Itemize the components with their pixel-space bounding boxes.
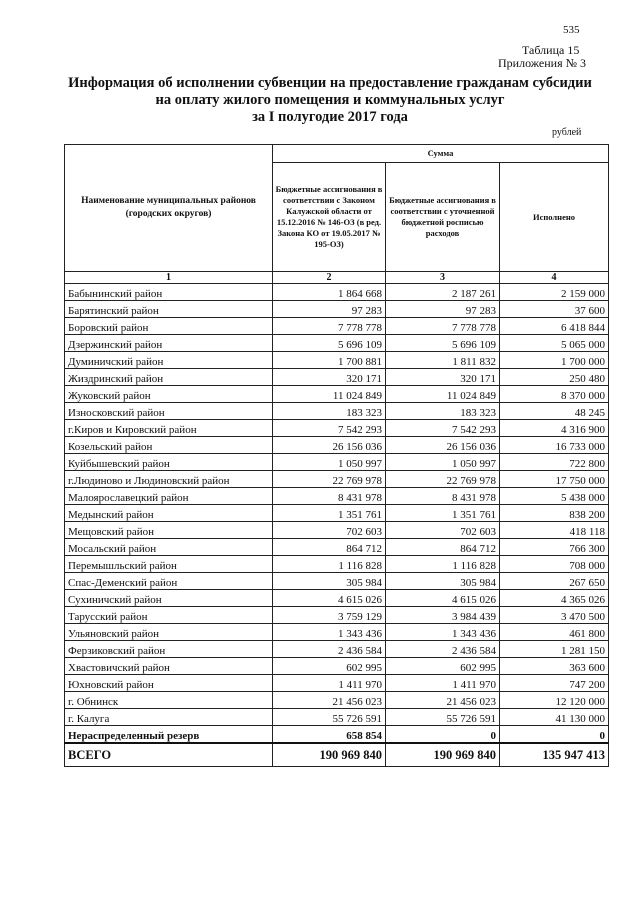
executed: 12 120 000 bbox=[500, 692, 609, 709]
budget-law: 22 769 978 bbox=[273, 471, 386, 488]
district-name: г.Людиново и Людиновский район bbox=[65, 471, 273, 488]
table-row bbox=[65, 301, 609, 318]
budget-law: 3 759 129 bbox=[273, 607, 386, 624]
executed: 722 800 bbox=[500, 454, 609, 471]
budget-refined: 1 343 436 bbox=[386, 624, 500, 641]
budget-refined: 864 712 bbox=[386, 539, 500, 556]
budget-law: 55 726 591 bbox=[273, 709, 386, 726]
executed: 1 700 000 bbox=[500, 352, 609, 369]
budget-refined: 1 811 832 bbox=[386, 352, 500, 369]
table-row bbox=[65, 318, 609, 335]
district-name: г. Калуга bbox=[65, 709, 273, 726]
table-row bbox=[65, 352, 609, 369]
budget-law: 1 411 970 bbox=[273, 675, 386, 692]
executed: 3 470 500 bbox=[500, 607, 609, 624]
header-sum: Сумма bbox=[273, 145, 609, 163]
budget-refined: 4 615 026 bbox=[386, 590, 500, 607]
appendix-label: Приложения № 3 bbox=[498, 56, 587, 70]
budget-refined: 305 984 bbox=[386, 573, 500, 590]
district-name: Бабынинский район bbox=[65, 284, 273, 301]
district-name: Сухиничский район bbox=[65, 590, 273, 607]
document-title bbox=[60, 75, 600, 126]
reserve-row bbox=[65, 726, 609, 744]
budget-refined: 2 436 584 bbox=[386, 641, 500, 658]
budget-refined: 702 603 bbox=[386, 522, 500, 539]
executed: 747 200 bbox=[500, 675, 609, 692]
table-row bbox=[65, 641, 609, 658]
budget-law: 602 995 bbox=[273, 658, 386, 675]
budget-law: 7 778 778 bbox=[273, 318, 386, 335]
executed: 5 438 000 bbox=[500, 488, 609, 505]
budget-refined: 5 696 109 bbox=[386, 335, 500, 352]
unit-label: рублей bbox=[552, 127, 582, 138]
header-col3: Бюджетные ассигнования в соответствии с уточненной бюджетной росписью расходов bbox=[386, 163, 500, 272]
executed: 2 159 000 bbox=[500, 284, 609, 301]
table-row bbox=[65, 607, 609, 624]
budget-law: 5 696 109 bbox=[273, 335, 386, 352]
budget-law: 702 603 bbox=[273, 522, 386, 539]
district-name: Думиничский район bbox=[65, 352, 273, 369]
budget-law: 1 050 997 bbox=[273, 454, 386, 471]
budget-refined: 22 769 978 bbox=[386, 471, 500, 488]
budget-refined: 8 431 978 bbox=[386, 488, 500, 505]
budget-law: 1 351 761 bbox=[273, 505, 386, 522]
subvention-table bbox=[64, 144, 609, 767]
district-name: Мещовский район bbox=[65, 522, 273, 539]
executed: 267 650 bbox=[500, 573, 609, 590]
budget-law: 8 431 978 bbox=[273, 488, 386, 505]
district-name: Мосальский район bbox=[65, 539, 273, 556]
district-name: Боровский район bbox=[65, 318, 273, 335]
table-row bbox=[65, 573, 609, 590]
district-name: Перемышльский район bbox=[65, 556, 273, 573]
budget-refined: 1 050 997 bbox=[386, 454, 500, 471]
district-name: Медынский район bbox=[65, 505, 273, 522]
executed: 838 200 bbox=[500, 505, 609, 522]
budget-refined: 7 778 778 bbox=[386, 318, 500, 335]
executed: 16 733 000 bbox=[500, 437, 609, 454]
executed: 5 065 000 bbox=[500, 335, 609, 352]
column-number: 2 bbox=[273, 272, 386, 284]
total-budget-law: 190 969 840 bbox=[273, 743, 386, 767]
district-name: Дзержинский район bbox=[65, 335, 273, 352]
table-row bbox=[65, 335, 609, 352]
executed: 4 365 026 bbox=[500, 590, 609, 607]
budget-law: 864 712 bbox=[273, 539, 386, 556]
budget-law: 4 615 026 bbox=[273, 590, 386, 607]
table-row bbox=[65, 522, 609, 539]
page-number: 535 bbox=[563, 24, 580, 36]
district-name: г.Киров и Кировский район bbox=[65, 420, 273, 437]
district-name: г. Обнинск bbox=[65, 692, 273, 709]
executed: 17 750 000 bbox=[500, 471, 609, 488]
budget-refined: 11 024 849 bbox=[386, 386, 500, 403]
title-line: за I полугодие 2017 года bbox=[252, 109, 408, 125]
budget-refined: 320 171 bbox=[386, 369, 500, 386]
table-row bbox=[65, 692, 609, 709]
budget-law: 320 171 bbox=[273, 369, 386, 386]
table-row bbox=[65, 471, 609, 488]
district-name: Барятинский район bbox=[65, 301, 273, 318]
table-row bbox=[65, 488, 609, 505]
table-row bbox=[65, 709, 609, 726]
executed: 708 000 bbox=[500, 556, 609, 573]
budget-refined: 7 542 293 bbox=[386, 420, 500, 437]
district-name: Жуковский район bbox=[65, 386, 273, 403]
budget-law: 1 343 436 bbox=[273, 624, 386, 641]
table-label: Таблица 15 bbox=[522, 43, 580, 57]
budget-refined: 21 456 023 bbox=[386, 692, 500, 709]
executed: 8 370 000 bbox=[500, 386, 609, 403]
header-col2: Бюджетные ассигнования в соответствии с Законом Калужской области от 15.12.2016 № 146-ОЗ (в ред. Закона КО от 19.05.2017 № 195-ОЗ) bbox=[273, 163, 386, 272]
table-row bbox=[65, 386, 609, 403]
header-name: Наименование муниципальных районов (городских округов) bbox=[65, 145, 273, 272]
executed: 37 600 bbox=[500, 301, 609, 318]
district-name: Куйбышевский район bbox=[65, 454, 273, 471]
budget-refined: 55 726 591 bbox=[386, 709, 500, 726]
district-name: Хвастовичский район bbox=[65, 658, 273, 675]
table-row bbox=[65, 284, 609, 301]
district-name: Малоярославецкий район bbox=[65, 488, 273, 505]
title-line: Информация об исполнении субвенции на предоставление гражданам субсидии bbox=[68, 75, 592, 91]
executed: 48 245 bbox=[500, 403, 609, 420]
executed: 418 118 bbox=[500, 522, 609, 539]
table-row bbox=[65, 505, 609, 522]
budget-refined: 1 116 828 bbox=[386, 556, 500, 573]
column-number: 1 bbox=[65, 272, 273, 284]
total-row bbox=[65, 743, 609, 767]
total-name: ВСЕГО bbox=[65, 743, 273, 767]
executed: 6 418 844 bbox=[500, 318, 609, 335]
executed: 766 300 bbox=[500, 539, 609, 556]
table-row bbox=[65, 590, 609, 607]
table-row bbox=[65, 369, 609, 386]
table-row bbox=[65, 403, 609, 420]
budget-law: 26 156 036 bbox=[273, 437, 386, 454]
budget-refined: 1 351 761 bbox=[386, 505, 500, 522]
title-line: на оплату жилого помещения и коммунальных услуг bbox=[155, 92, 505, 108]
budget-law: 2 436 584 bbox=[273, 641, 386, 658]
column-number: 3 bbox=[386, 272, 500, 284]
district-name: Жиздринский район bbox=[65, 369, 273, 386]
total-executed: 135 947 413 bbox=[500, 743, 609, 767]
header-col4: Исполнено bbox=[500, 163, 609, 272]
column-number: 4 bbox=[500, 272, 609, 284]
table-row bbox=[65, 658, 609, 675]
district-name: Износковский район bbox=[65, 403, 273, 420]
table-row bbox=[65, 454, 609, 471]
district-name: Ульяновский район bbox=[65, 624, 273, 641]
budget-law: 11 024 849 bbox=[273, 386, 386, 403]
district-name: Козельский район bbox=[65, 437, 273, 454]
budget-law: 183 323 bbox=[273, 403, 386, 420]
budget-refined: 183 323 bbox=[386, 403, 500, 420]
reserve-budget-law: 658 854 bbox=[273, 726, 386, 744]
district-name: Спас-Деменский район bbox=[65, 573, 273, 590]
executed: 41 130 000 bbox=[500, 709, 609, 726]
table-row bbox=[65, 437, 609, 454]
budget-refined: 97 283 bbox=[386, 301, 500, 318]
table-row bbox=[65, 420, 609, 437]
budget-refined: 1 411 970 bbox=[386, 675, 500, 692]
budget-refined: 602 995 bbox=[386, 658, 500, 675]
budget-law: 1 864 668 bbox=[273, 284, 386, 301]
budget-law: 97 283 bbox=[273, 301, 386, 318]
budget-law: 1 116 828 bbox=[273, 556, 386, 573]
budget-refined: 2 187 261 bbox=[386, 284, 500, 301]
executed: 1 281 150 bbox=[500, 641, 609, 658]
budget-law: 7 542 293 bbox=[273, 420, 386, 437]
total-budget-refined: 190 969 840 bbox=[386, 743, 500, 767]
executed: 250 480 bbox=[500, 369, 609, 386]
budget-refined: 3 984 439 bbox=[386, 607, 500, 624]
table-row bbox=[65, 539, 609, 556]
budget-law: 1 700 881 bbox=[273, 352, 386, 369]
district-name: Тарусский район bbox=[65, 607, 273, 624]
reserve-budget-refined: 0 bbox=[386, 726, 500, 744]
table-row bbox=[65, 556, 609, 573]
budget-refined: 26 156 036 bbox=[386, 437, 500, 454]
table-row bbox=[65, 624, 609, 641]
executed: 461 800 bbox=[500, 624, 609, 641]
reserve-executed: 0 bbox=[500, 726, 609, 744]
district-name: Юхновский район bbox=[65, 675, 273, 692]
executed: 4 316 900 bbox=[500, 420, 609, 437]
budget-law: 305 984 bbox=[273, 573, 386, 590]
district-name: Ферзиковский район bbox=[65, 641, 273, 658]
budget-law: 21 456 023 bbox=[273, 692, 386, 709]
table-row bbox=[65, 675, 609, 692]
executed: 363 600 bbox=[500, 658, 609, 675]
reserve-name: Нераспределенный резерв bbox=[65, 726, 273, 744]
